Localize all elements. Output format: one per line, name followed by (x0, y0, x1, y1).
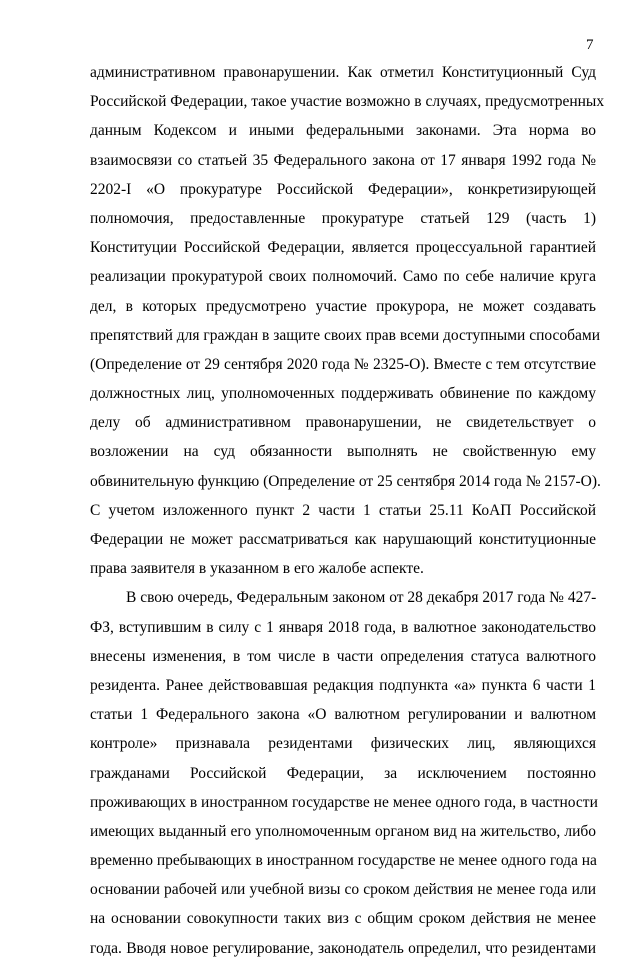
text-line: ФЗ, вступившим в силу с 1 января 2018 года, в валютное законодательство (90, 618, 596, 636)
text-line: года. Вводя новое регулирование, законодатель определил, что резидентами (90, 939, 596, 957)
text-line: С учетом изложенного пункт 2 части 1 статьи 25.11 КоАП Российской (90, 501, 596, 519)
text-line: взаимосвязи со статьей 35 Федерального закона от 17 января 1992 года № (90, 151, 596, 169)
text-line: обвинительную функцию (Определение от 25 сентября 2014 года № 2157-О). (90, 472, 601, 490)
text-line: на основании совокупности таких виз с общим сроком действия не менее (90, 910, 596, 928)
text-line: права заявителя в указанном в его жалобе аспекте. (90, 560, 424, 578)
text-line: гражданами Российской Федерации, за исключением постоянно (90, 764, 596, 782)
paragraph (90, 583, 596, 962)
text-line: 2202-I «О прокуратуре Российской Федерации», конкретизирующей (90, 180, 596, 198)
text-line: данным Кодексом и иными федеральными законами. Эта норма во (90, 122, 596, 140)
text-line: делу об административном правонарушении, не свидетельствует о (90, 414, 596, 432)
text-line: статьи 1 Федерального закона «О валютном регулировании и валютном (90, 706, 596, 724)
text-line: дел, в которых предусмотрено участие прокурора, не может создавать (90, 297, 596, 315)
text-line: реализации прокуратурой своих полномочий. Само по себе наличие круга (90, 268, 596, 286)
text-line: административном правонарушении. Как отметил Конституционный Суд (90, 64, 596, 81)
text-line: основании рабочей или учебной визы со сроком действия не менее года или (90, 881, 596, 899)
text-line: полномочия, предоставленные прокуратуре статьей 129 (часть 1) (90, 209, 596, 227)
text-line: препятствий для граждан в защите своих прав всеми доступными способами (90, 326, 601, 344)
text-line: (Определение от 29 сентября 2020 года № 2325-О). Вместе с тем отсутствие (90, 355, 596, 373)
text-line: возложении на суд обязанности выполнять не свойственную ему (90, 443, 596, 461)
text-line: Конституции Российской Федерации, является процессуальной гарантией (90, 239, 596, 257)
text-line: временно пребывающих в иностранном государстве не менее одного года на (90, 852, 597, 870)
text-line: контроле» признавала резидентами физических лиц, являющихся (90, 735, 596, 753)
text-line: должностных лиц, уполномоченных поддерживать обвинение по каждому (90, 385, 596, 403)
paragraph (90, 58, 605, 583)
text-line: резидента. Ранее действовавшая редакция подпункта «а» пункта 6 части 1 (90, 676, 596, 694)
text-line: Федерации не может рассматриваться как нарушающий конституционные (90, 531, 596, 548)
page-number: 7 (586, 37, 594, 53)
text-line: имеющих выданный его уполномоченным органом вид на жительство, либо (90, 822, 596, 840)
text-line: внесены изменения, в том числе в части определения статуса валютного (90, 647, 596, 665)
document-body (90, 58, 605, 963)
text-line: В свою очередь, Федеральным законом от 28 декабря 2017 года № 427- (126, 589, 597, 607)
text-line: проживающих в иностранном государстве не менее одного года, в частности (90, 793, 598, 811)
text-line: Российской Федерации, такое участие возможно в случаях, предусмотренных (90, 93, 605, 111)
